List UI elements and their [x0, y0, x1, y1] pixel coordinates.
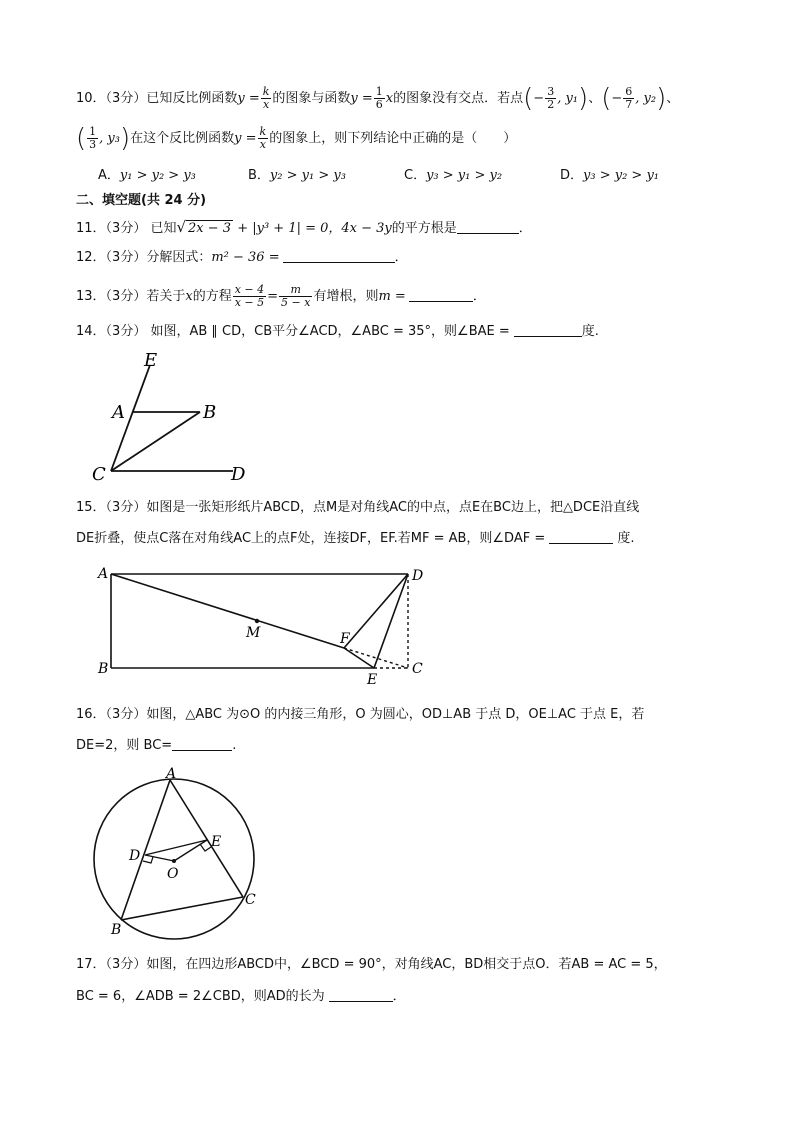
frac-numerator: 6 [625, 85, 633, 98]
q10-number: 10． [76, 91, 106, 106]
q15-end: 度. [613, 531, 635, 546]
label-e: E [211, 834, 222, 850]
q11-text-a: 已知 [146, 221, 177, 236]
q17-text-line1: 如图，在四边形ABCD中，∠BCD = 90°，对角线AC，BD相交于点O．若AB = AC = 5， [146, 957, 667, 972]
right-angle-e [200, 844, 211, 851]
q17-score: （3分） [105, 957, 147, 972]
q12-text-a: 分解因式： [146, 250, 212, 265]
q11 [76, 217, 532, 239]
option-expr: y₃ > y₁ > y₂ [426, 168, 503, 183]
q15-score: （3分） [105, 500, 147, 515]
q14-end: 度. [581, 324, 599, 339]
q14-answer-blank[interactable] [514, 322, 582, 337]
q12 [76, 248, 408, 268]
paren-open: ( [601, 83, 612, 114]
label-f: F [340, 631, 350, 647]
q10-score: （3分） [105, 91, 147, 106]
q11-number: 11． [76, 221, 106, 236]
q12-number: 12． [76, 250, 106, 265]
q13-text-c: 有增根，则 [313, 289, 379, 304]
q17-end: ． [392, 989, 406, 1004]
segment-od [145, 855, 174, 861]
q14-text: 如图，AB ∥ CD，CB平分∠ACD，∠ABC = 35°，则∠BAE = [146, 324, 510, 339]
paren-open: ( [76, 123, 87, 154]
side-ac [170, 780, 243, 897]
label-d: D [129, 848, 141, 864]
option-letter: D． [560, 168, 584, 183]
label-b: B [203, 402, 217, 423]
q12-answer-blank[interactable] [283, 248, 395, 263]
q15-text-line2: DE折叠，使点C落在对角线AC上的点F处，连接DF，EF.若MF = AB，则∠DAF = [76, 531, 546, 546]
frac-numerator: 3 [547, 85, 555, 98]
frac-denominator: 3 [89, 138, 97, 151]
q10-p3-y: , y₃ [99, 131, 120, 146]
segment-de [145, 840, 207, 855]
segment-oe [174, 840, 207, 861]
frac-numerator: k [259, 125, 267, 138]
q13-end: ． [472, 289, 486, 304]
option-expr: y₃ > y₂ > y₁ [583, 168, 659, 183]
figure-q15 [94, 562, 434, 690]
line-fc-dashed [344, 648, 408, 668]
q17-line2 [76, 987, 406, 1007]
q14-number: 14． [76, 324, 106, 339]
q10-p2-y: , y₂ [635, 91, 657, 106]
q13-text-b: 的方程 [192, 289, 232, 304]
q16-score: （3分） [105, 707, 147, 722]
side-bc [121, 897, 243, 920]
paren-open: ( [523, 83, 534, 114]
q10-p3-frac [87, 126, 98, 151]
q15-line1 [76, 498, 639, 518]
label-m: M [246, 625, 261, 641]
q10-func2-lhs: y = [350, 91, 373, 106]
q12-expr: m² − 36 = [211, 250, 280, 265]
label-c: C [92, 464, 106, 485]
label-d: D [231, 464, 246, 485]
line-df [344, 574, 408, 648]
q13-frac1 [233, 284, 266, 309]
q17-answer-blank[interactable] [329, 987, 393, 1002]
option-letter: C． [404, 168, 427, 183]
q14-score: （3分） [105, 324, 147, 339]
q10-sep2: 、 [666, 91, 680, 106]
label-c: C [412, 661, 423, 677]
label-b: B [98, 661, 109, 677]
line-fe [344, 648, 374, 668]
q15-number: 15． [76, 500, 106, 515]
q17-text-line2: BC = 6，∠ADB = 2∠CBD，则AD的长为 [76, 989, 325, 1004]
frac-denominator: 5 − x [281, 296, 311, 309]
option-c[interactable] [404, 166, 502, 186]
frac-denominator: 7 [625, 98, 633, 111]
q14 [76, 322, 599, 342]
q10-func3-lhs: y = [234, 131, 257, 146]
frac-numerator: k [262, 85, 270, 98]
q10-p2-neg: − [611, 91, 623, 106]
point-m [255, 619, 259, 623]
q10-sep1: 、 [588, 91, 602, 106]
q10-func3-frac [258, 126, 269, 151]
q13-score: （3分） [105, 289, 147, 304]
q13-eq: = [267, 289, 279, 304]
q10-text-e: 的图象上，则下列结论中正确的是（ ） [269, 131, 517, 146]
frac-denominator: x [262, 98, 270, 111]
q16-end: . [232, 738, 237, 753]
label-a: A [166, 766, 177, 782]
frac-numerator: m [279, 284, 312, 297]
option-letter: B． [248, 168, 270, 183]
q13 [76, 284, 486, 309]
option-b[interactable] [248, 166, 346, 186]
frac-numerator: 1 [89, 125, 97, 138]
q11-end: ． [518, 221, 532, 236]
q12-end: ． [394, 250, 408, 265]
q10-func1-lhs: y = [237, 91, 260, 106]
q10-p1-y: , y₁ [557, 91, 579, 106]
option-expr: y₁ > y₂ > y₃ [119, 168, 196, 183]
q10-line1 [76, 83, 680, 114]
q15-text-line1: 如图是一张矩形纸片ABCD，点M是对角线AC的中点，点E在BC边上，把△DCE沿直线 [146, 500, 640, 515]
q13-text-a: 若关于 [146, 289, 186, 304]
q16-answer-blank[interactable] [172, 736, 232, 751]
label-a: A [112, 402, 125, 423]
q16-line1 [76, 705, 644, 725]
figure-q14 [88, 350, 258, 485]
q13-expr: m = [378, 289, 406, 304]
paren-close: ) [119, 123, 131, 154]
paren-close: ) [578, 83, 589, 114]
point-o [172, 859, 176, 863]
q10-line2 [76, 123, 517, 154]
q12-score: （3分） [105, 250, 147, 265]
q13-var: x [185, 289, 193, 304]
q13-frac2 [279, 284, 312, 309]
q10-p1-neg: − [533, 91, 545, 106]
q11-text-c: 的平方根是 [391, 221, 457, 236]
q17-line1 [76, 955, 667, 975]
label-o: O [167, 866, 179, 882]
q10-p1-frac [545, 86, 556, 111]
q11-text-b: + |y³ + 1| = 0，4x − 3y [233, 221, 392, 236]
label-e: E [144, 350, 158, 371]
option-d[interactable] [560, 166, 659, 186]
frac-numerator: x − 4 [234, 283, 265, 296]
diagonal-af [111, 574, 344, 648]
q13-number: 13． [76, 289, 106, 304]
sqrt-icon: √ [176, 218, 187, 236]
frac-denominator: x − 5 [234, 296, 265, 309]
q10-text-d: 在这个反比例函数 [130, 131, 235, 146]
q16-text-line1: 如图，△ABC 为⊙O 的内接三角形，O 为圆心，OD⊥AB 于点 D，OE⊥AC 于点 E，若 [146, 707, 645, 722]
frac-denominator: x [259, 138, 266, 151]
q11-root: 2x − 3 [188, 221, 232, 236]
q10-func2-var: x [385, 91, 394, 106]
q10-p2-frac [623, 86, 634, 111]
label-c: C [245, 892, 256, 908]
q10-text-b: 的图象与函数 [272, 91, 351, 106]
frac-numerator: 1 [375, 85, 383, 98]
line-de [374, 574, 408, 668]
q15-answer-blank[interactable] [549, 529, 613, 544]
section-heading: 二、填空题(共 24 分) [76, 193, 207, 208]
frac-denominator: 2 [547, 98, 555, 111]
q10-text-a: 已知反比例函数 [146, 91, 238, 106]
option-letter: A． [98, 168, 120, 183]
q11-score: （3分） [105, 221, 147, 236]
label-d: D [412, 568, 424, 584]
q16-line2 [76, 736, 236, 756]
q10-text-c: 的图象没有交点．若点 [393, 91, 524, 106]
label-a: A [98, 566, 109, 582]
q10-func2-frac [374, 86, 385, 111]
paren-close: ) [656, 83, 667, 114]
right-angle-d [143, 857, 153, 863]
label-b: B [111, 922, 122, 938]
q10-func1-frac [261, 86, 272, 111]
q16-text-line2: DE=2，则 BC= [76, 738, 173, 753]
label-e: E [367, 672, 378, 688]
q11-answer-blank[interactable] [457, 219, 519, 234]
q13-answer-blank[interactable] [409, 287, 473, 302]
q16-number: 16． [76, 707, 106, 722]
option-expr: y₂ > y₁ > y₃ [269, 168, 346, 183]
q15-line2 [76, 529, 635, 549]
frac-denominator: 6 [375, 98, 383, 111]
option-a[interactable] [98, 166, 196, 186]
q17-number: 17． [76, 957, 106, 972]
figure-q16 [88, 764, 268, 944]
